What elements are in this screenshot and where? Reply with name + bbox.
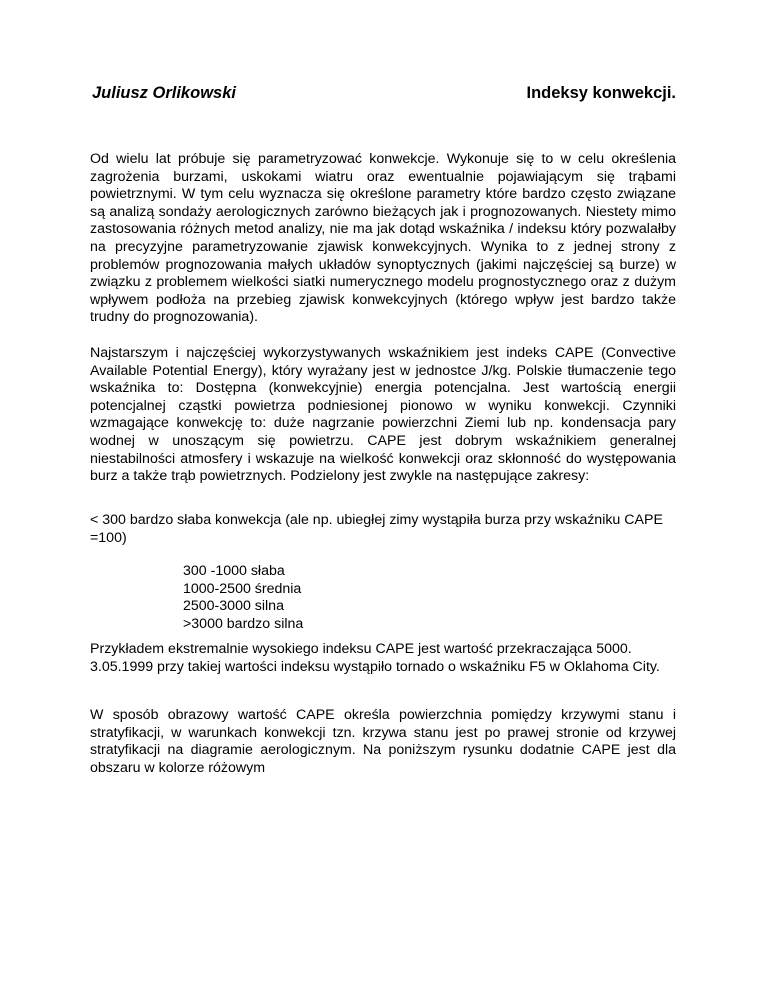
cape-ranges-list: [183, 563, 303, 633]
paragraph-weak-convection: < 300 bardzo słaba konwekcja (ale np. ubiegłej zimy wystąpiła burza przy wskaźniku CAPE =100): [90, 512, 663, 546]
cape-range-item: 2500-3000 silna: [183, 598, 284, 615]
document-header: [90, 84, 676, 108]
cape-range-item: 300 -1000 słaba: [183, 563, 285, 579]
cape-range-item: >3000 bardzo silna: [183, 615, 304, 632]
cape-range-item: 1000-2500 średnia: [183, 580, 302, 597]
paragraph-intro: Od wielu lat próbuje się parametryzować konwekcje. Wykonuje się to w celu określenia zagrożenia burzami, uskokami wiatru oraz ewentualnie pojawiającym się trąbami powietrznymi. W tym celu wyznacza się określone parametry które bardzo często związane są analizą sondaży aerologicznych zarówno bieżących jak i prognozowanych. Niestety mimo zastosowania różnych metod analizy, nie ma jak dotąd wskaźnika / indeksu który pozwalałby na precyzyjne parametryzowanie zjawisk konwekcyjnych. Wynika to z jednej strony z problemów prognozowania małych układów synoptycznych (jakimi najczęściej są burze) w związku z problemem wielkości siatki numerycznego modelu prognostycznego oraz z dużym wpływem podłoża na przebieg zjawisk konwekcyjnych (którego wpływ jest bardzo także trudny do prognozowania).: [90, 151, 676, 326]
paragraph-visual-description: W sposób obrazowy wartość CAPE określa powierzchnia pomiędzy krzywymi stanu i stratyfikacji, w warunkach konwekcji tzn. krzywa stanu jest po prawej stronie od krzywej stratyfikacji na diagramie aerologicznym. Na poniższym rysunku dodatnie CAPE jest dla obszaru w kolorze różowym: [90, 707, 676, 776]
author-name: Juliusz Orlikowski: [92, 84, 236, 102]
document-title: Indeksy konwekcji.: [526, 84, 676, 102]
paragraph-cape-definition: Najstarszym i najczęściej wykorzystywanych wskaźnikiem jest indeks CAPE (Convective Available Potential Energy), który wyrażany jest w jednostce J/kg. Polskie tłumaczenie tego wskaźnika to: Dostępna (konwekcyjnie) energia potencjalna. Jest wartością energii potencjalnej cząstki powietrza podniesionej pionowo w wyniku konwekcji. Czynniki wzmagające konwekcję to: duże nagrzanie powierzchni Ziemi lub np. kondensacja pary wodnej w unoszącym się powietrzu. CAPE jest dobrym wskaźnikiem generalnej niestabilności atmosfery i wskazuje na wielkość konwekcji oraz skłonność do występowania burz a także trąb powietrznych. Podzielony jest zwykle na następujące zakresy:: [90, 345, 676, 485]
paragraph-extreme-example: Przykładem ekstremalnie wysokiego indeksu CAPE jest wartość przekraczająca 5000. 3.05.1999 przy takiej wartości indeksu wystąpiło tornado o wskaźniku F5 w Oklahoma City.: [90, 641, 660, 675]
